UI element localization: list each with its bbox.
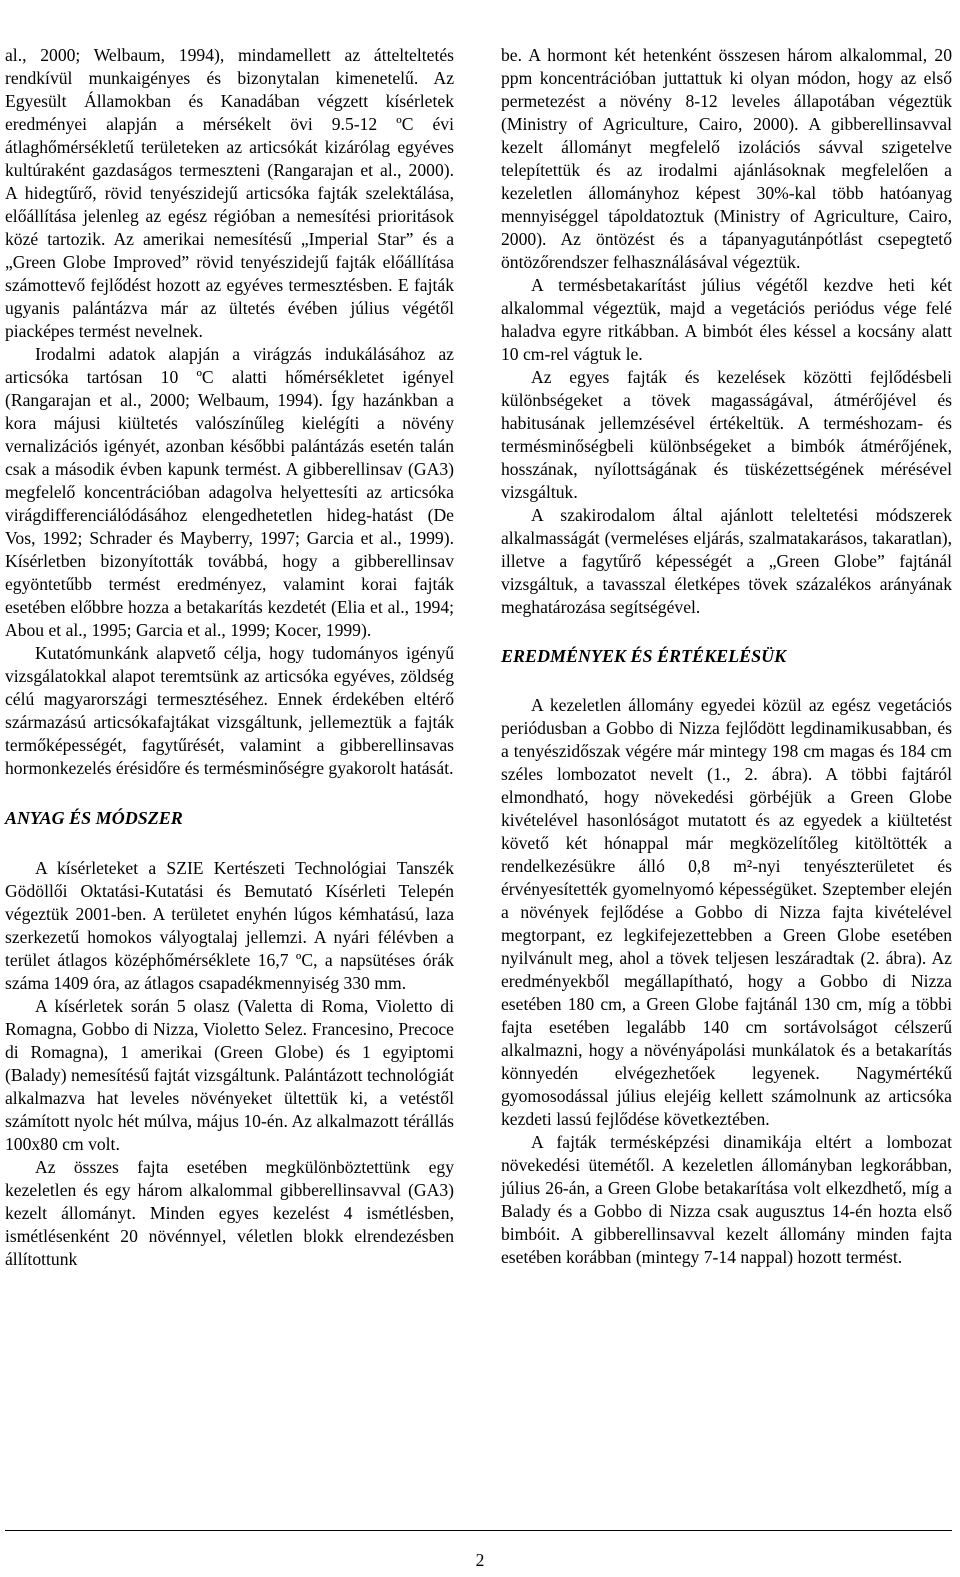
paragraph: al., 2000; Welbaum, 1994), mindamellett az áttelteltetés rendkívül munkaigényes és bizonytalan kimenetelű. Az Egyesült Államokban és Kanadában végzett kísérletek eredményei alapján a mérsékelt övi 9.5-12 ºC évi átlaghőmérsékletű területeken az articsókát kizárólag egyéves kultúraként gazdaságos termeszteni (Rangarajan et al., 2000). A hidegtűrő, rövid tenyészidejű articsóka fajták szelektálása, előállítása jelenleg az egész régióban a nemesítési prioritások közé tartozik. Az amerikai nemesítésű „Imperial Star” és a „Green Globe Improved” rövid tenyészidejű fajták előállítása számottevő fejlődést hozott az egyéves termesztésben. E fajták ugyanis palántázva már az ültetés évében július végétől piacképes termést nevelnek. — [5, 45, 454, 341]
left-column — [5, 44, 454, 1271]
right-column — [501, 44, 952, 1269]
paragraph: Kutatómunkánk alapvető célja, hogy tudományos igényű vizsgálatokkal alapot teremtsünk az articsóka egyéves, zöldség célú magyarországi termesztéséhez. Ennek érdekében eltérő származású articsókafajtákat vizsgáltunk, jellemeztük a fajták termőképességét, fagytűrését, valamint a gibberellinsavas hormonkezelés érésidőre és termésminőségre gyakorolt hatását. — [5, 643, 454, 778]
paragraph: Az egyes fajták és kezelések közötti fejlődésbeli különbségeket a tövek magasságával, átmérőjével és habitusának jellemzésével értékeltük. A terméshozam- és termésminőségbeli különbségeket a bimbók átmérőjének, hosszának, nyílottságának és tüskézettségének mérésével vizsgáltuk. — [501, 367, 952, 502]
paragraph: A kezeletlen állomány egyedei közül az egész vegetációs periódusban a Gobbo di Nizza fejlődött legdinamikusabban, és a tenyészidőszak végére már mintegy 198 cm magas és 184 cm széles lombozatot nevelt (1., 2. ábra). A többi fajtáról elmondható, hogy növekedési görbéjük a Green Globe kivételével hasonlóságot mutatott és az egyedek a kiültetést követő két hónappal már megközelítőleg kitöltötték a rendelkezésükre álló 0,8 m²-nyi tenyészterületet és érvényesítették gyomelnyomó képességüket. Szeptember elején a növények fejlődése a Gobbo di Nizza fajta kivételével megtorpant, ez legkifejezettebben a Green Globe esetében nyilvánult meg, ahol a tövek teljesen leszáradtak (2. ábra). Az eredményekből megállapítható, hogy a Gobbo di Nizza esetében 180 cm, a Green Globe fajtánál 130 cm, míg a többi fajta esetében legalább 140 cm sortávolságot célszerű alkalmazni, hogy a növényápolási munkálatok és a betakarítás könnyedén elvégezhetőek legyenek. Nagymértékű gyomosodással július elejéig kellett számolnunk az articsóka kezdeti lassú fejlődése következtében. — [501, 695, 952, 1129]
paragraph: A kísérletek során 5 olasz (Valetta di Roma, Violetto di Romagna, Gobbo di Nizza, Violetto Selez. Francesino, Precoce di Romagna), 1 amerikai (Green Globe) és 1 egyiptomi (Balady) nemesítésű fajtát vizsgáltunk. Palántázott technológiát alkalmazva hat leveles növényeket ültettük ki, a vetéstől számított nyolc hét múlva, május 10-én. Az alkalmazott térállás 100x80 cm volt. — [5, 996, 454, 1154]
section-heading-results: EREDMÉNYEK ÉS ÉRTÉKELÉSÜK — [501, 646, 787, 666]
page-number: 2 — [475, 1550, 485, 1570]
paragraph: A szakirodalom által ajánlott teleltetési módszerek alkalmasságát (vermeléses eljárás, szalmatakarásos, takaratlan), illetve a fagytűrő képességét a „Green Globe” fajtánál vizsgáltuk, a tavasszal életképes tövek százalékos arányának meghatározása segítségével. — [501, 505, 952, 617]
paragraph: be. A hormont két hetenként összesen három alkalommal, 20 ppm koncentrációban juttattuk ki olyan módon, hogy az első permetezést a növény 8-12 leveles állapotában végeztük (Ministry of Agriculture, Cairo, 2000). A gibberellinsavval kezelt állományt megfelelő izolációs sávval szigetelve telepítettük és az irodalmi ajánlásoknak megfelelően a kezeletlen állományhoz képest 30%-kal több hatóanyag mennyiséggel tápoldatoztuk (Ministry of Agriculture, Cairo, 2000). Az öntözést és a tápanyagutánpótlást csepegtető öntözőrendszer felhasználásával végeztük. — [501, 45, 952, 272]
footer-rule — [5, 1530, 952, 1531]
paragraph: Az összes fajta esetében megkülönböztettünk egy kezeletlen és egy három alkalommal gibberellinsavval (GA3) kezelt állományt. Minden egyes kezelést 4 ismétlésben, ismétlésenként 20 növénnyel, véletlen blokk elrendezésben állítottunk — [5, 1157, 454, 1269]
paragraph: A kísérleteket a SZIE Kertészeti Technológiai Tanszék Gödöllői Oktatási-Kutatási és Bemutató Kísérleti Telepén végeztük 2001-ben. A területet enyhén lúgos kémhatású, laza szerkezetű homokos vályogtalaj jellemzi. A nyári félévben a terület átlagos középhőmérséklete 16,7 ºC, a napsütéses órák száma 1409 óra, az átlagos csapadékmennyiség 330 mm. — [5, 858, 454, 993]
section-heading-methods: ANYAG ÉS MÓDSZER — [5, 808, 183, 828]
paragraph: A fajták termésképzési dinamikája eltért a lombozat növekedési ütemétől. A kezeletlen állományban legkorábban, július 26-án, a Green Globe betakarítása volt elkezdhető, míg a Balady és a Gobbo di Nizza csak augusztus 14-én hozta első bimbóit. A gibberellinsavval kezelt állomány minden fajta esetében korábban (mintegy 7-14 nappal) hozott termést. — [501, 1132, 952, 1267]
paragraph: Irodalmi adatok alapján a virágzás indukálásához az articsóka tartósan 10 ºC alatti hőmérsékletet igényel (Rangarajan et al., 2000; Welbaum, 1994). Így hazánkban a kora májusi kiültetés valószínűleg kielégíti a növény vernalizációs igényét, azonban későbbi palántázás esetén talán csak a második évben kapunk termést. A gibberellinsav (GA3) megfelelő koncentrációban adagolva helyettesíti az articsóka virágdifferenciálódásához elengedhetetlen hideg-hatást (De Vos, 1992; Schrader és Mayberry, 1997; Garcia et al., 1999). Kísérletben bizonyították továbbá, hogy a gibberellinsav egyöntetűbb termést eredményez, valamint korai fajták esetében előbbre hozza a betakarítás kezdetét (Elia et al., 1994; Abou et al., 1995; Garcia et al., 1999; Kocer, 1999). — [5, 344, 454, 640]
paragraph: A termésbetakarítást július végétől kezdve heti két alkalommal végeztük, majd a vegetációs periódus vége felé haladva egyre ritkábban. A bimbót éles késsel a kocsány alatt 10 cm-rel vágtuk le. — [501, 275, 952, 364]
